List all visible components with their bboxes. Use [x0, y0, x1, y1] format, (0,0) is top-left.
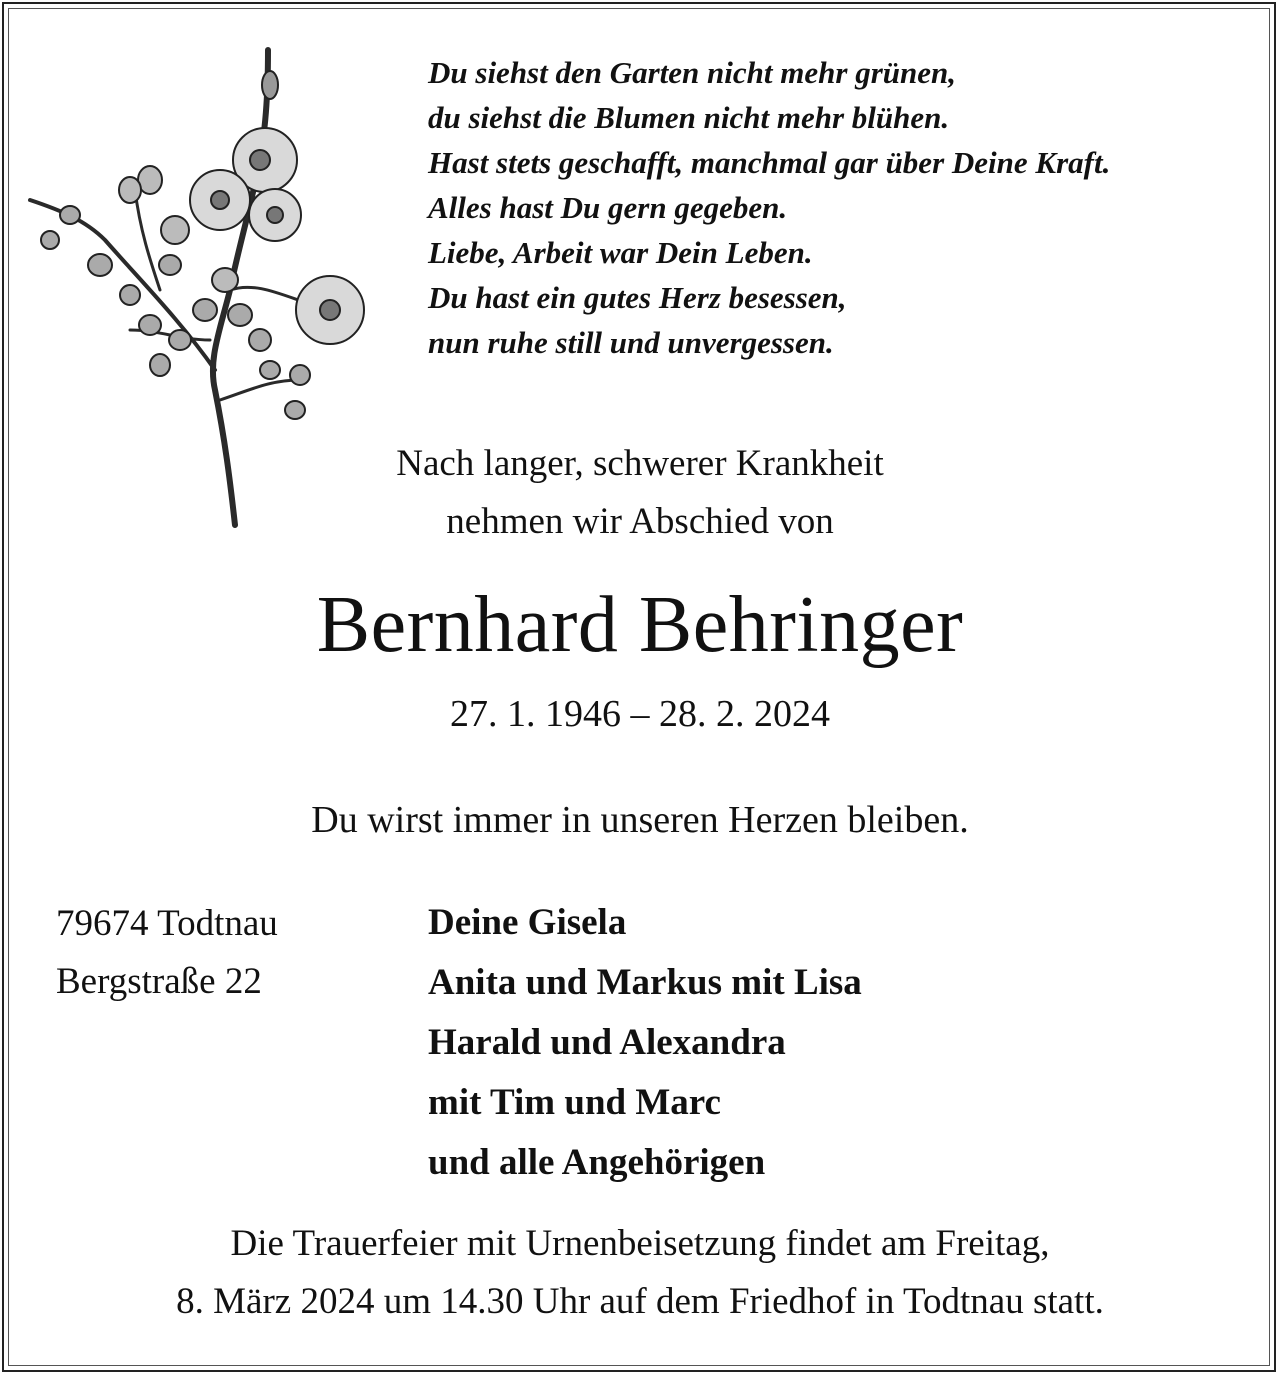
address-city: 79674 Todtnau — [56, 903, 278, 944]
address-street: Bergstraße 22 — [56, 961, 262, 1002]
poem-line: Du siehst den Garten nicht mehr grünen, — [428, 55, 956, 90]
intro-line-1: Nach langer, schwerer Krankheit — [396, 443, 884, 484]
life-dates: 27. 1. 1946 – 28. 2. 2024 — [450, 693, 830, 735]
intro-line-2: nehmen wir Abschied von — [446, 501, 834, 542]
poem-line: Hast stets geschafft, manchmal gar über Deine Kraft. — [428, 145, 1111, 180]
family-line: Harald und Alexandra — [428, 1022, 786, 1063]
funeral-notice-line-1: Die Trauerfeier mit Urnenbeisetzung findet am Freitag, — [230, 1223, 1050, 1264]
family-line: mit Tim und Marc — [428, 1082, 721, 1123]
poem-line: Alles hast Du gern gegeben. — [428, 190, 788, 225]
family-line: und alle Angehörigen — [428, 1142, 766, 1183]
memorial-motto: Du wirst immer in unseren Herzen bleiben. — [311, 799, 969, 841]
family-line: Deine Gisela — [428, 902, 627, 943]
deceased-name: Bernhard Behringer — [316, 581, 964, 669]
mourner-address — [56, 895, 278, 1011]
memorial-poem — [428, 50, 1110, 365]
poem-line: Du hast ein gutes Herz besessen, — [428, 280, 847, 315]
family-signatures — [428, 893, 862, 1193]
poem-line: Liebe, Arbeit war Dein Leben. — [428, 235, 813, 270]
poem-line: du siehst die Blumen nicht mehr blühen. — [428, 100, 950, 135]
poem-line: nun ruhe still und unvergessen. — [428, 325, 834, 360]
family-line: Anita und Markus mit Lisa — [428, 962, 862, 1003]
funeral-notice-line-2: 8. März 2024 um 14.30 Uhr auf dem Friedhof in Todtnau statt. — [176, 1281, 1104, 1322]
